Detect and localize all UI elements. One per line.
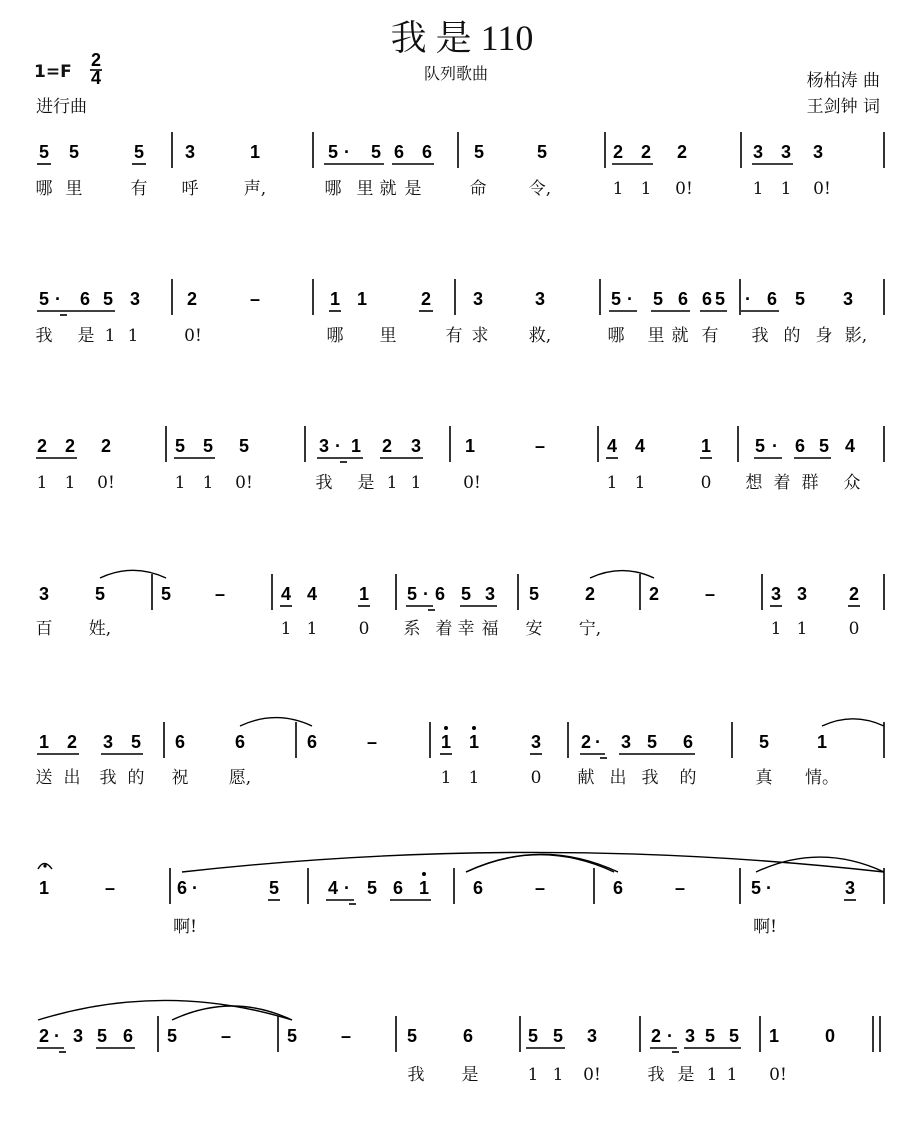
- music-system: [39, 868, 884, 937]
- note: 3: [586, 1026, 598, 1046]
- slur-arc: [38, 1000, 292, 1020]
- fermata-dot: [43, 864, 46, 867]
- note: 3: [620, 732, 632, 752]
- dash-mark: –: [704, 584, 716, 604]
- music-system: [37, 426, 884, 493]
- lyric-syllable: 里: [647, 326, 665, 346]
- lyric-syllable: 姓,: [88, 619, 112, 639]
- key-signature: 1=F: [34, 62, 72, 82]
- note: 3: [770, 584, 782, 604]
- lyric-syllable: 的: [783, 326, 801, 346]
- note: 1: [249, 142, 261, 162]
- music-system: [36, 132, 885, 199]
- note: 3: [484, 584, 496, 604]
- note: 5: [130, 732, 142, 752]
- note: 3: [184, 142, 196, 162]
- song-subtitle: 队列歌曲: [423, 64, 489, 83]
- lyric-syllable: 情。: [805, 768, 839, 788]
- note: 2: [381, 436, 393, 456]
- lyric-syllable: 1: [770, 619, 782, 639]
- lyric-syllable: 着: [435, 619, 453, 639]
- note: 5: [552, 1026, 564, 1046]
- lyric-syllable: 1: [796, 619, 808, 639]
- lyric-syllable: 0!: [583, 1065, 601, 1085]
- note: 4: [634, 436, 646, 456]
- note: 2: [584, 584, 596, 604]
- note: 5: [704, 1026, 716, 1046]
- lyric-syllable: 1: [752, 179, 764, 199]
- note: 3: [318, 436, 330, 456]
- note: 6: [234, 732, 246, 752]
- lyric-syllable: 的: [127, 768, 145, 788]
- note: 5: [460, 584, 472, 604]
- lyric-syllable: 啊!: [173, 917, 197, 937]
- note: 5: [96, 1026, 108, 1046]
- lyric-syllable: 0!: [675, 179, 693, 199]
- note: 5: [610, 289, 622, 309]
- note: 2: [648, 584, 660, 604]
- lyric-syllable: 愿,: [228, 768, 252, 788]
- lyric-syllable: 祝: [171, 768, 189, 788]
- note: 6: [174, 732, 186, 752]
- lyric-syllable: 的: [679, 768, 697, 788]
- note: 2: [186, 289, 198, 309]
- note: 2: [848, 584, 860, 604]
- slur-arc: [822, 719, 884, 726]
- lyric-syllable: 里: [379, 326, 397, 346]
- lyric-syllable: 是: [77, 326, 95, 346]
- lyric-syllable: 1: [726, 1065, 738, 1085]
- note: 6: [176, 878, 188, 898]
- note: 6: [682, 732, 694, 752]
- note: 5: [370, 142, 382, 162]
- note: 1: [356, 289, 368, 309]
- lyric-syllable: 1: [104, 326, 116, 346]
- octave-dot: [472, 726, 476, 730]
- note: 6: [701, 289, 713, 309]
- lyric-syllable: 我: [751, 326, 769, 346]
- lyric-syllable: 1: [386, 473, 398, 493]
- note: 6: [392, 878, 404, 898]
- note: 6: [612, 878, 624, 898]
- note: 5: [758, 732, 770, 752]
- note: 2: [640, 142, 652, 162]
- lyric-syllable: 1: [127, 326, 139, 346]
- note: 4: [844, 436, 856, 456]
- note: 4: [606, 436, 618, 456]
- note: 5: [174, 436, 186, 456]
- dot-mark: ·: [344, 878, 350, 898]
- note: 6: [421, 142, 433, 162]
- lyric-syllable: 0!: [235, 473, 253, 493]
- lyric-syllable: 0!: [769, 1065, 787, 1085]
- slur-arc: [466, 855, 614, 872]
- note: 3: [842, 289, 854, 309]
- time-sig-top: 2: [90, 50, 102, 70]
- note: 5: [750, 878, 762, 898]
- lyric-syllable: 系: [403, 619, 421, 639]
- lyric-syllable: 呼: [181, 179, 199, 199]
- note: 2: [66, 732, 78, 752]
- note: 3: [684, 1026, 696, 1046]
- note: 1: [700, 436, 712, 456]
- note: 1: [464, 436, 476, 456]
- lyric-syllable: 0!: [97, 473, 115, 493]
- lyric-syllable: 0: [358, 619, 370, 639]
- lyric-syllable: 有: [701, 326, 719, 346]
- lyric-syllable: 1: [410, 473, 422, 493]
- note: 4: [306, 584, 318, 604]
- dot-mark: ·: [772, 436, 778, 456]
- lyric-syllable: 里: [356, 179, 374, 199]
- dot-mark: ·: [745, 289, 751, 309]
- lyric-syllable: 1: [706, 1065, 718, 1085]
- note: 5: [268, 878, 280, 898]
- note: 1: [440, 732, 452, 752]
- note: 1: [358, 584, 370, 604]
- note: 3: [530, 732, 542, 752]
- note: 6: [79, 289, 91, 309]
- note: 6: [766, 289, 778, 309]
- lyric-syllable: 1: [634, 473, 646, 493]
- lyricist-credit: 王剑钟 词: [806, 97, 880, 117]
- note: 3: [102, 732, 114, 752]
- composer-credit: 杨柏涛 曲: [806, 71, 880, 91]
- lyric-syllable: 我: [647, 1065, 665, 1085]
- lyric-syllable: 出: [63, 768, 81, 788]
- note: 2: [420, 289, 432, 309]
- dot-mark: ·: [766, 878, 772, 898]
- note: 4: [327, 878, 339, 898]
- note: 3: [410, 436, 422, 456]
- dash-mark: –: [249, 289, 261, 309]
- music-system: [36, 279, 885, 346]
- lyric-syllable: 众: [843, 473, 861, 493]
- note: 5: [714, 289, 726, 309]
- note: 5: [728, 1026, 740, 1046]
- time-sig-bottom: 4: [90, 68, 102, 88]
- lyric-syllable: 是: [677, 1065, 695, 1085]
- lyric-syllable: 我: [99, 768, 117, 788]
- note: 2: [64, 436, 76, 456]
- note: 3: [812, 142, 824, 162]
- note: 5: [366, 878, 378, 898]
- lyric-syllable: 我: [641, 768, 659, 788]
- note: 6: [306, 732, 318, 752]
- note: 1: [768, 1026, 780, 1046]
- lyric-syllable: 1: [64, 473, 76, 493]
- note: 3: [38, 584, 50, 604]
- lyric-syllable: 1: [612, 179, 624, 199]
- dash-mark: –: [366, 732, 378, 752]
- note: 3: [534, 289, 546, 309]
- note: 5: [38, 142, 50, 162]
- note: 2: [36, 436, 48, 456]
- note: 5: [754, 436, 766, 456]
- lyric-syllable: 就: [379, 179, 397, 199]
- lyric-syllable: 送: [35, 768, 53, 788]
- lyric-syllable: 着: [773, 473, 791, 493]
- note: 2: [580, 732, 592, 752]
- music-system: [39, 1016, 880, 1085]
- music-system: [36, 722, 885, 788]
- lyric-syllable: 0!: [463, 473, 481, 493]
- lyric-syllable: 出: [609, 768, 627, 788]
- dot-mark: ·: [344, 142, 350, 162]
- note: 1: [816, 732, 828, 752]
- lyric-syllable: 1: [440, 768, 452, 788]
- lyric-syllable: 是: [461, 1065, 479, 1085]
- note: 2: [612, 142, 624, 162]
- lyric-syllable: 0: [530, 768, 542, 788]
- note: 5: [133, 142, 145, 162]
- note: 1: [38, 878, 50, 898]
- lyric-syllable: 百: [35, 619, 53, 639]
- note: 5: [238, 436, 250, 456]
- lyric-syllable: 哪: [35, 179, 53, 199]
- note: 5: [68, 142, 80, 162]
- note: 3: [796, 584, 808, 604]
- lyric-syllable: 我: [315, 473, 333, 493]
- slur-arc: [590, 571, 654, 578]
- lyric-syllable: 声,: [243, 179, 267, 199]
- note: 3: [780, 142, 792, 162]
- lyric-syllable: 有: [130, 179, 148, 199]
- note: 5: [406, 584, 418, 604]
- note: 5: [818, 436, 830, 456]
- lyric-syllable: 我: [35, 326, 53, 346]
- octave-dot: [444, 726, 448, 730]
- lyric-syllable: 啊!: [753, 917, 777, 937]
- note: 3: [752, 142, 764, 162]
- dot-mark: ·: [423, 584, 429, 604]
- lyric-syllable: 哪: [607, 326, 625, 346]
- note: 5: [536, 142, 548, 162]
- lyric-syllable: 想: [745, 473, 763, 493]
- lyric-syllable: 1: [552, 1065, 564, 1085]
- note: 5: [406, 1026, 418, 1046]
- note: 1: [468, 732, 480, 752]
- lyric-syllable: 救,: [528, 326, 552, 346]
- note: 6: [677, 289, 689, 309]
- note: 2: [676, 142, 688, 162]
- lyric-syllable: 福: [481, 619, 499, 639]
- lyric-syllable: 宁,: [578, 619, 602, 639]
- slur-arc: [172, 1006, 292, 1020]
- lyric-syllable: 我: [407, 1065, 425, 1085]
- lyric-syllable: 0: [700, 473, 712, 493]
- dot-mark: ·: [667, 1026, 673, 1046]
- note: 6: [472, 878, 484, 898]
- note: 3: [844, 878, 856, 898]
- note: 6: [794, 436, 806, 456]
- note: 4: [280, 584, 292, 604]
- note: 1: [418, 878, 430, 898]
- lyric-syllable: 幸: [457, 619, 475, 639]
- note: 5: [202, 436, 214, 456]
- dot-mark: ·: [54, 1026, 60, 1046]
- dash-mark: –: [534, 436, 546, 456]
- note: 3: [472, 289, 484, 309]
- dot-mark: ·: [335, 436, 341, 456]
- lyric-syllable: 1: [606, 473, 618, 493]
- dash-mark: –: [340, 1026, 352, 1046]
- note: 1: [329, 289, 341, 309]
- lyric-syllable: 0: [848, 619, 860, 639]
- lyric-syllable: 1: [306, 619, 318, 639]
- note: 2: [650, 1026, 662, 1046]
- music-system: [36, 574, 885, 639]
- time-signature: [90, 50, 102, 88]
- note: 1: [350, 436, 362, 456]
- note: 5: [646, 732, 658, 752]
- lyric-syllable: 0!: [184, 326, 202, 346]
- lyric-syllable: 0!: [813, 179, 831, 199]
- song-title: 我 是 110: [390, 18, 534, 58]
- note: 5: [794, 289, 806, 309]
- lyric-syllable: 命: [469, 179, 487, 199]
- lyric-syllable: 哪: [324, 179, 342, 199]
- note: 1: [38, 732, 50, 752]
- note: 5: [94, 584, 106, 604]
- dot-mark: ·: [627, 289, 633, 309]
- lyric-syllable: 群: [801, 473, 819, 493]
- lyric-syllable: 1: [468, 768, 480, 788]
- lyric-syllable: 1: [202, 473, 214, 493]
- lyric-syllable: 影,: [844, 326, 868, 346]
- lyric-syllable: 献: [577, 768, 595, 788]
- note: 5: [528, 584, 540, 604]
- lyric-syllable: 1: [174, 473, 186, 493]
- slur-arc: [100, 570, 166, 578]
- dot-mark: ·: [55, 289, 61, 309]
- note: 5: [327, 142, 339, 162]
- note: 5: [160, 584, 172, 604]
- dot-mark: ·: [595, 732, 601, 752]
- dash-mark: –: [214, 584, 226, 604]
- lyric-syllable: 安: [525, 619, 543, 639]
- note: 5: [473, 142, 485, 162]
- lyric-syllable: 是: [357, 473, 375, 493]
- note: 6: [462, 1026, 474, 1046]
- note: 6: [393, 142, 405, 162]
- lyric-syllable: 就: [671, 326, 689, 346]
- lyric-syllable: 里: [65, 179, 83, 199]
- dash-mark: –: [674, 878, 686, 898]
- dash-mark: –: [220, 1026, 232, 1046]
- note: 5: [286, 1026, 298, 1046]
- lyric-syllable: 1: [36, 473, 48, 493]
- lyric-syllable: 求: [471, 326, 489, 346]
- note: 6: [434, 584, 446, 604]
- note: 3: [129, 289, 141, 309]
- tempo-marking: 进行曲: [36, 97, 87, 117]
- lyric-syllable: 1: [780, 179, 792, 199]
- note: 5: [527, 1026, 539, 1046]
- note: 5: [166, 1026, 178, 1046]
- lyric-syllable: 有: [445, 326, 463, 346]
- note: 2: [100, 436, 112, 456]
- note: 5: [38, 289, 50, 309]
- note: 5: [652, 289, 664, 309]
- note: 2: [38, 1026, 50, 1046]
- note: 3: [72, 1026, 84, 1046]
- slur-arc: [240, 718, 312, 726]
- music-systems: [36, 132, 885, 1085]
- dash-mark: –: [534, 878, 546, 898]
- lyric-syllable: 是: [404, 179, 422, 199]
- lyric-syllable: 1: [640, 179, 652, 199]
- lyric-syllable: 身: [815, 326, 833, 346]
- lyric-syllable: 哪: [326, 326, 344, 346]
- dot-mark: ·: [192, 878, 198, 898]
- octave-dot: [422, 872, 426, 876]
- note: 0: [824, 1026, 836, 1046]
- dash-mark: –: [104, 878, 116, 898]
- note: 6: [122, 1026, 134, 1046]
- lyric-syllable: 1: [527, 1065, 539, 1085]
- lyric-syllable: 真: [755, 768, 773, 788]
- note: 5: [102, 289, 114, 309]
- lyric-syllable: 令,: [528, 179, 552, 199]
- lyric-syllable: 1: [280, 619, 292, 639]
